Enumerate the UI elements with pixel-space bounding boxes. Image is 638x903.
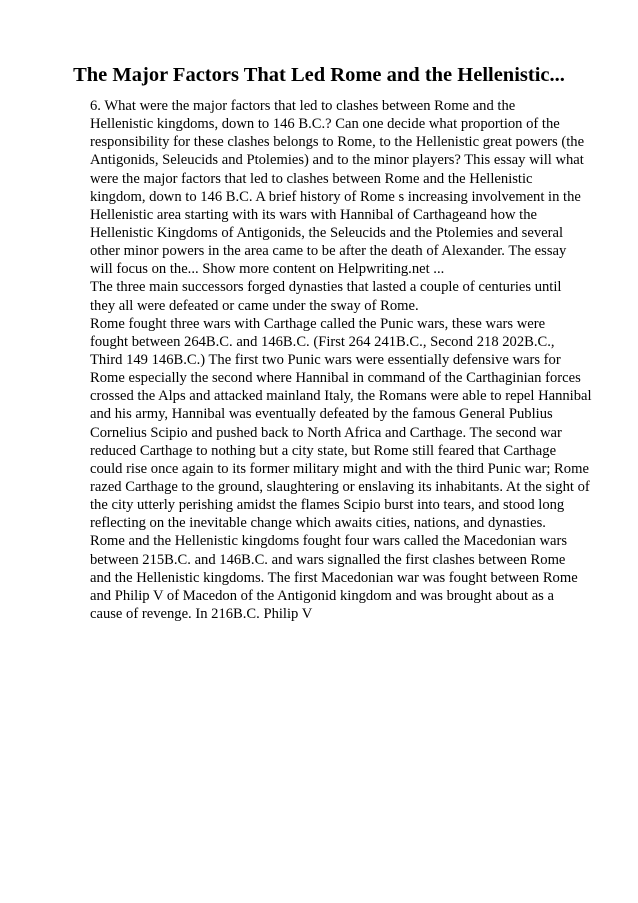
body-line: reduced Carthage to nothing but a city state, but Rome still feared that Carthage bbox=[90, 442, 557, 459]
body-line: Hellenistic kingdoms, down to 146 B.C.? Can one decide what proportion of the bbox=[90, 116, 560, 133]
body-line: and his army, Hannibal was eventually defeated by the famous General Publius bbox=[90, 406, 553, 423]
body-line: Hellenistic area starting with its wars with Hannibal of Carthageand how the bbox=[90, 206, 538, 223]
body-line: between 215B.C. and 146B.C. and wars signalled the first clashes between Rome bbox=[90, 551, 566, 568]
body-line: kingdom, down to 146 B.C. A brief history of Rome s increasing involvement in the bbox=[90, 188, 581, 205]
body-line: could rise once again to its former military might and with the third Punic war; Rome bbox=[90, 460, 589, 477]
body-line: crossed the Alps and attacked mainland Italy, the Romans were able to repel Hannibal bbox=[90, 388, 592, 405]
body-line: other minor powers in the area came to be after the death of Alexander. The essay bbox=[90, 243, 567, 260]
body-line: Rome and the Hellenistic kingdoms fought four wars called the Macedonian wars bbox=[90, 533, 568, 550]
body-line: 6. What were the major factors that led to clashes between Rome and the bbox=[90, 98, 516, 114]
body-line: they all were defeated or came under the sway of Rome. bbox=[90, 297, 419, 314]
body-line: The three main successors forged dynasties that lasted a couple of centuries until bbox=[90, 279, 562, 296]
body-line: Hellenistic Kingdoms of Antigonids, the Seleucids and the Ptolemies and several bbox=[90, 224, 563, 241]
document-title bbox=[0, 62, 638, 88]
body-line: responsibility for these clashes belongs to Rome, to the Hellenistic great powers (the bbox=[90, 134, 585, 151]
body-line: were the major factors that led to clashes between Rome and the Hellenistic bbox=[90, 170, 533, 187]
body-line: reflecting on the inevitable change which awaits cities, nations, and dynasties. bbox=[90, 515, 546, 532]
body-line: Rome fought three wars with Carthage called the Punic wars, these wars were bbox=[90, 315, 546, 332]
body-line: cause of revenge. In 216B.C. Philip V bbox=[90, 605, 313, 622]
body-line: and Philip V of Macedon of the Antigonid kingdom and was brought about as a bbox=[90, 587, 554, 604]
body-line: will focus on the... Show more content on Helpwriting.net ... bbox=[90, 261, 445, 278]
body-line: Rome especially the second where Hannibal in command of the Carthaginian forces bbox=[90, 370, 581, 387]
body-line: Antigonids, Seleucids and Ptolemies) and to the minor players? This essay will what bbox=[90, 152, 584, 169]
body-line: Third 149 146B.C.) The first two Punic wars were essentially defensive wars for bbox=[90, 351, 561, 368]
body-line: razed Carthage to the ground, slaughtering or enslaving its inhabitants. At the sight of bbox=[90, 478, 590, 495]
document-body bbox=[90, 97, 600, 623]
body-line: the city utterly perishing amidst the flames Scipio burst into tears, and stood long bbox=[90, 497, 565, 514]
body-line: Cornelius Scipio and pushed back to North Africa and Carthage. The second war bbox=[90, 424, 562, 441]
body-line: fought between 264B.C. and 146B.C. (First 264 241B.C., Second 218 202B.C., bbox=[90, 333, 555, 350]
body-line: and the Hellenistic kingdoms. The first Macedonian war was fought between Rome bbox=[90, 569, 578, 586]
document-title-text: The Major Factors That Led Rome and the Hellenistic... bbox=[73, 64, 565, 86]
